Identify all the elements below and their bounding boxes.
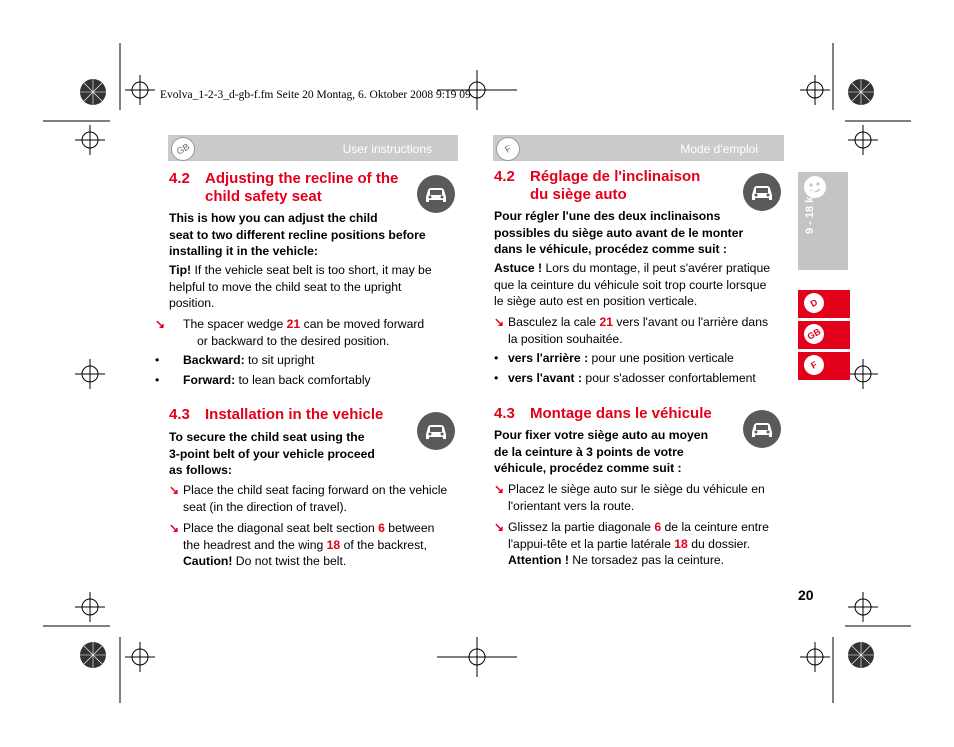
section-4-3-heading-en: 4.3 Installation in the vehicle [169,406,384,423]
car-icon [743,173,781,211]
step-place-seat-en: ↘ Place the child seat facing forward on the vehicle seat (in the direction of travel). [169,483,448,514]
step-arrow-icon: ↘ [169,483,180,497]
tab-language-d[interactable]: D [798,290,850,318]
tab-language-gb[interactable]: GB [798,321,850,349]
page-number: 20 [798,587,814,603]
print-info-line: Evolva_1-2-3_d-gb-f.fm Seite 20 Montag, 6. Oktober 2008 9:19 09 [160,89,471,101]
step-arrow-icon: ↘ [494,520,505,534]
step-arrow-icon: ↘ [494,482,505,496]
step-arrow-icon: ↘ [155,317,166,331]
step-diagonal-belt-fr: ↘ Glissez la partie diagonale 6 de la ceinture entre l'appui-tête et la partie latérale 18 du dossier. Attention ! Ne torsadez pas la ceinture. [494,520,769,567]
weight-group-tab [798,172,848,270]
section-4-3-intro-en: To secure the child seat using the 3-point belt of your vehicle proceed as follows: [169,430,375,477]
step-arrow-icon: ↘ [169,521,180,535]
list-item: • vers l'avant : pour s'adosser confortablement [494,371,756,385]
step-diagonal-belt-en: ↘ Place the diagonal seat belt section 6 between the headrest and the wing 18 of the backrest, Caution! Do not twist the belt. [169,521,435,568]
language-badge-gb: GB [167,133,200,166]
section-4-2-heading-en: 4.2 Adjusting the recline of the child safety seat [169,170,399,205]
section-4-3-intro-fr: Pour fixer votre siège auto au moyen de la ceinture à 3 points de votre véhicule, procédez comme suit : [494,428,709,475]
tip-paragraph-fr: Astuce ! Lors du montage, il peut s'avérer pratique que la ceinture du véhicule soit trop courte lorsque le siège auto est en position verticale. [494,261,771,308]
list-item: • vers l'arrière : pour une position verticale [494,351,734,365]
section-4-2-intro-en: This is how you can adjust the child seat to two different recline positions before installing it in the vehicle: [169,211,426,258]
tip-paragraph-en: Tip! If the vehicle seat belt is too short, it may be helpful to move the child seat to the upright position. [169,263,432,310]
right-header-title: Mode d'emploi [680,142,758,156]
step-spacer-wedge-en: ↘ The spacer wedge 21 can be moved forward or backward to the desired position. [155,317,425,348]
car-icon [417,412,455,450]
list-item: • Forward: to lean back comfortably [155,373,371,387]
weight-range-label: 9 - 18 kg [804,189,816,234]
tab-language-f[interactable]: F [798,352,850,380]
bullet-list-fr [494,350,789,387]
bullet-list-en [155,352,459,389]
left-header-bar [168,135,458,161]
step-cale-fr: ↘ Basculez la cale 21 vers l'avant ou l'arrière dans la position souhaitée. [494,315,769,346]
language-badge-f: F [492,133,525,166]
list-item: • Backward: to sit upright [155,353,315,367]
section-4-2-intro-fr: Pour régler l'une des deux inclinaisons possibles du siège auto avant de le monter dans le véhicule, procédez comme suit : [494,209,744,256]
left-header-title: User instructions [342,142,432,156]
section-4-2-heading-fr: 4.2 Réglage de l'inclinaison du siège auto [494,168,701,203]
car-icon [743,410,781,448]
right-header-bar [493,135,784,161]
step-place-seat-fr: ↘ Placez le siège auto sur le siège du véhicule en l'orientant vers la route. [494,482,765,513]
car-icon [417,175,455,213]
section-4-3-heading-fr: 4.3 Montage dans le véhicule [494,405,712,422]
step-arrow-icon: ↘ [494,315,505,329]
